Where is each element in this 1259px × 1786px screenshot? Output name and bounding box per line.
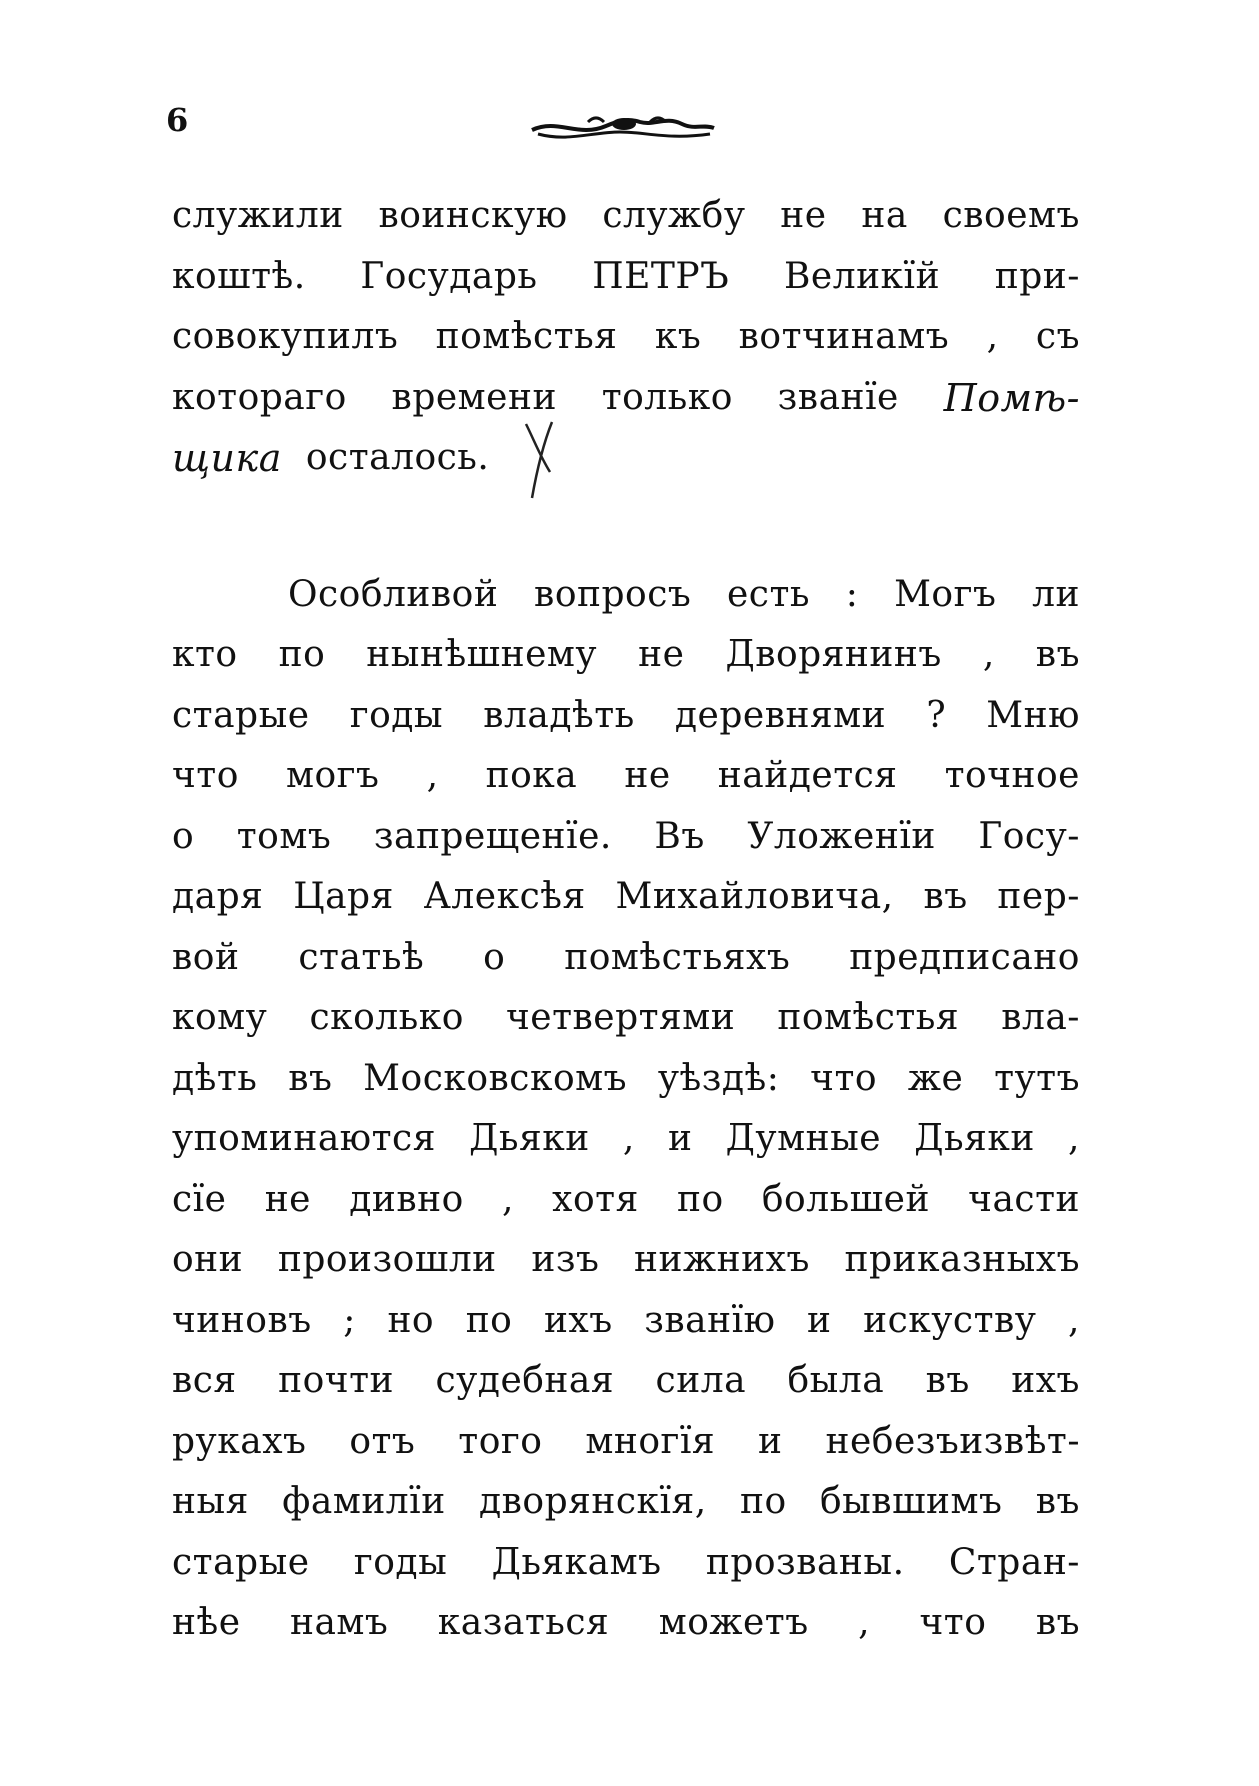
text-line: [172, 1230, 1080, 1291]
word: помѣстья: [777, 997, 960, 1038]
text-line: [172, 1351, 1080, 1412]
word: большей: [761, 1178, 930, 1220]
word: Госу-: [978, 815, 1080, 857]
word: къ: [654, 316, 702, 357]
word: на: [861, 195, 908, 236]
word: Дьякамъ: [491, 1541, 662, 1583]
word: Могъ: [894, 573, 997, 615]
word: могъ: [286, 755, 380, 796]
word: Помѣ-: [943, 375, 1080, 420]
word: о: [483, 936, 506, 978]
text-line: [172, 1170, 1080, 1231]
word: нынѣшнему: [366, 634, 598, 675]
paragraph-gap: [172, 489, 1080, 565]
word: ,: [858, 1602, 871, 1643]
text-line: [172, 1533, 1080, 1594]
word: они: [172, 1239, 244, 1280]
word: осталось.: [305, 437, 490, 478]
word: хотя: [552, 1178, 639, 1220]
word: коштѣ.: [172, 255, 306, 297]
word: годы: [349, 694, 444, 736]
word: ,: [426, 755, 439, 796]
word: того: [458, 1420, 543, 1462]
text-line: [172, 686, 1080, 747]
word: нѣе: [172, 1602, 241, 1643]
word: только: [601, 376, 733, 418]
word: Михайловича,: [615, 876, 894, 917]
word: Московскомъ: [363, 1057, 628, 1099]
word: Думные: [725, 1118, 882, 1159]
word: запрещенїе.: [373, 815, 612, 857]
page-number: 6: [166, 101, 189, 139]
word: искуству: [863, 1299, 1037, 1341]
word: Дворянинъ: [725, 634, 942, 675]
word: Мню: [986, 694, 1080, 736]
text-line: [172, 746, 1080, 807]
word: рукахъ: [172, 1420, 307, 1462]
word: не: [624, 755, 671, 796]
word: судебная: [435, 1360, 615, 1401]
word: вой: [172, 936, 240, 978]
word: котораго: [172, 376, 347, 418]
text-line: [172, 247, 1080, 308]
word: :: [845, 573, 859, 615]
word: была: [787, 1360, 885, 1401]
word: Великїй: [783, 255, 941, 297]
word: сїе: [172, 1178, 227, 1220]
word: въ: [1035, 634, 1080, 675]
word: многїя: [585, 1420, 716, 1462]
header-ornament-icon: [528, 112, 718, 142]
word: годы: [353, 1541, 448, 1583]
word: вла-: [1001, 997, 1080, 1038]
word: о: [172, 815, 195, 857]
word: уѣздѣ:: [657, 1057, 780, 1099]
word: въ: [925, 1360, 970, 1401]
word: небезъизвѣт-: [825, 1420, 1080, 1462]
word: времени: [391, 376, 557, 418]
word: пока: [485, 755, 578, 796]
main-text: [172, 186, 1080, 1654]
word: и: [667, 1118, 693, 1159]
text-line: [172, 1049, 1080, 1110]
word: старые: [172, 1541, 310, 1583]
word: въ: [923, 876, 968, 917]
word: въ: [288, 1057, 333, 1099]
word: ихъ: [1011, 1360, 1080, 1401]
word: не: [638, 634, 685, 675]
word: пер-: [997, 876, 1080, 917]
word: статьѣ: [298, 936, 425, 978]
word: дворянскїя,: [479, 1481, 707, 1522]
word: ,: [622, 1118, 635, 1159]
text-line: [172, 1593, 1080, 1654]
word: по: [465, 1299, 513, 1341]
word: Царя: [293, 876, 394, 917]
word: даря: [172, 876, 264, 917]
text-line: [172, 928, 1080, 989]
text-line: [172, 1291, 1080, 1352]
word: совокупилъ: [172, 316, 399, 357]
word: при-: [994, 255, 1080, 297]
word: казаться: [437, 1602, 610, 1643]
word: отъ: [349, 1420, 416, 1462]
text-line: [172, 565, 1080, 626]
word: вопросъ: [534, 573, 692, 615]
word: кому: [172, 997, 268, 1038]
word: не: [264, 1178, 311, 1220]
word: можетъ: [658, 1602, 809, 1643]
word: Дьяки: [469, 1118, 590, 1159]
word: Алексѣя: [423, 876, 586, 917]
text-line: [172, 307, 1080, 368]
word: Стран-: [948, 1541, 1080, 1583]
word: въ: [1035, 1481, 1080, 1522]
text-line: [172, 428, 1080, 489]
word: фамилїи: [282, 1481, 446, 1522]
word: Въ: [654, 815, 705, 857]
word: вся: [172, 1360, 237, 1401]
word: предписано: [849, 936, 1080, 978]
word: съ: [1035, 316, 1080, 357]
text-line: [172, 186, 1080, 247]
word: владѣть: [483, 694, 635, 736]
word: званїе: [777, 376, 899, 418]
word: ли: [1032, 573, 1080, 615]
word: званїю: [644, 1299, 776, 1341]
word: щика: [172, 436, 282, 480]
word: службу: [602, 195, 746, 236]
word: ныя: [172, 1481, 249, 1522]
handwritten-margin-mark-icon: [520, 420, 560, 500]
word: сколько: [309, 997, 464, 1038]
word: части: [968, 1178, 1080, 1220]
word: ихъ: [543, 1299, 613, 1341]
word: же: [907, 1057, 964, 1099]
word: кто: [172, 634, 238, 675]
text-line: [172, 988, 1080, 1049]
word: сила: [655, 1360, 747, 1401]
word: дѣть: [172, 1057, 258, 1099]
word: приказныхъ: [844, 1239, 1080, 1280]
word: упоминаются: [172, 1118, 436, 1159]
word: чиновъ: [172, 1299, 312, 1341]
word: изъ: [531, 1239, 600, 1280]
word: въ: [1035, 1602, 1080, 1643]
word: по: [740, 1481, 787, 1522]
word: произошли: [277, 1239, 497, 1280]
word: по: [676, 1178, 724, 1220]
word: четвертями: [506, 997, 736, 1038]
word: точное: [944, 755, 1080, 796]
word: по: [278, 634, 326, 675]
word: ;: [343, 1299, 356, 1341]
word: но: [387, 1299, 435, 1341]
word: томъ: [236, 815, 332, 857]
word: ПЕТРЪ: [592, 255, 730, 297]
text-line: [172, 625, 1080, 686]
word: что: [919, 1602, 987, 1643]
word: нижнихъ: [634, 1239, 810, 1280]
word: старые: [172, 694, 310, 736]
word: помѣстьяхъ: [564, 936, 791, 978]
word: Уложенїи: [747, 815, 936, 857]
word: ,: [986, 316, 999, 357]
text-line: [172, 867, 1080, 928]
text-line: [172, 368, 1080, 429]
text-line: [172, 1109, 1080, 1170]
word: воинскую: [378, 195, 568, 236]
word: ?: [926, 694, 947, 736]
word: своемъ: [942, 195, 1080, 236]
word: что: [172, 755, 239, 796]
word: ,: [1067, 1118, 1080, 1159]
word: найдется: [717, 755, 898, 796]
word: намъ: [289, 1602, 389, 1643]
text-line: [172, 1412, 1080, 1473]
word: не: [780, 195, 827, 236]
word: есть: [727, 573, 810, 615]
word: тутъ: [994, 1057, 1080, 1099]
word: помѣстья: [435, 316, 618, 357]
word: Государь: [360, 255, 538, 297]
word: служили: [172, 195, 344, 236]
word: Особливой: [288, 573, 499, 615]
word: прозваны.: [705, 1541, 905, 1583]
word: ,: [982, 634, 995, 675]
word: почти: [278, 1360, 394, 1401]
word: деревнями: [674, 694, 887, 736]
word: Дьяки: [914, 1118, 1035, 1159]
word: что: [810, 1057, 878, 1099]
word: и: [807, 1299, 832, 1341]
word: и: [758, 1420, 783, 1462]
text-line: [172, 1472, 1080, 1533]
text-line: [172, 807, 1080, 868]
word: дивно: [349, 1178, 464, 1220]
word: ,: [1068, 1299, 1080, 1341]
word: вотчинамъ: [738, 316, 950, 357]
word: бывшимъ: [819, 1481, 1003, 1522]
word: ,: [502, 1178, 514, 1220]
